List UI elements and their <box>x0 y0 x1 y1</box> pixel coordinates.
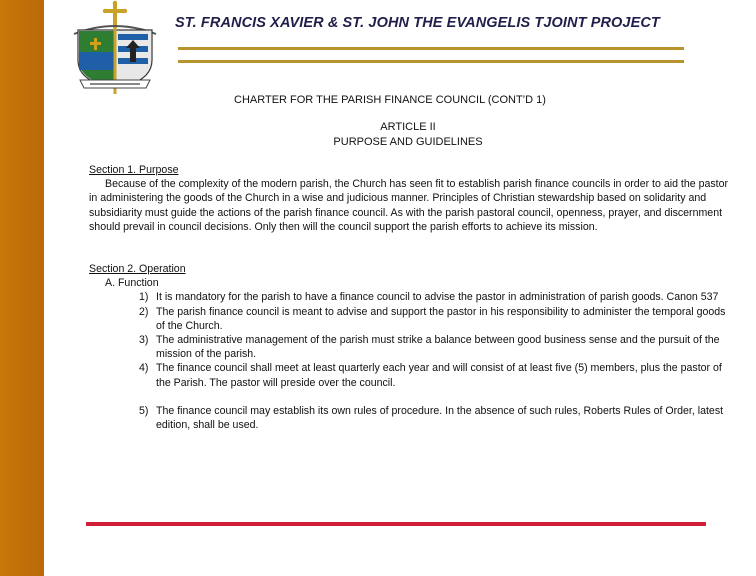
section-2-heading: Section 2. Operation <box>89 263 186 276</box>
list-item: 1) It is mandatory for the parish to have a finance council to advise the pastor in administration of parish goods. Canon 537 <box>139 291 719 304</box>
document-body <box>89 163 729 432</box>
section-1-paragraph: Because of the complexity of the modern parish, the Church has seen fit to establish parish finance councils in order to aid the pastor in administering the goods of the Church in a wise and judicious manner. Principles of Christian stewardship based on solidarity and subsidiarity must guide the actions of the parish finance council. As with the parish pastoral council, openness, prayer, and discernment should prevail in council decisions. Only then will the council support the parish efforts to achieve its mission. <box>89 178 729 233</box>
header-title: ST. FRANCIS XAVIER & ST. JOHN THE EVANGELIS TJOINT PROJECT <box>175 15 660 31</box>
function-list <box>89 290 729 432</box>
section-2-subheading: A. Function <box>105 277 159 290</box>
list-item: 5) The finance council may establish its own rules of procedure. In the absence of such rules, Roberts Rules of Order, latest edition, shall be used. <box>139 404 724 432</box>
list-item: 3) The administrative management of the parish must strike a balance between good business sense and the pursuit of the mission of the parish. <box>139 334 720 361</box>
document-title: CHARTER FOR THE PARISH FINANCE COUNCIL (CONT’D 1) <box>234 94 546 106</box>
article-title: PURPOSE AND GUIDELINES <box>333 136 483 148</box>
article-number: ARTICLE II <box>380 121 436 133</box>
article-heading <box>90 120 726 150</box>
section-1-heading: Section 1. Purpose <box>89 164 179 176</box>
left-sidebar-bar <box>0 0 44 576</box>
header-divider-top <box>178 47 684 50</box>
footer-divider <box>86 522 706 526</box>
list-item: 4) The finance council shall meet at least quarterly each year and will consist of at least five (5) members, plus the pastor of the Parish. The pastor will preside over the council. <box>139 362 722 389</box>
list-item: 2) The parish finance council is meant to advise and support the pastor in his responsibility to administer the temporal goods of the Church. <box>139 305 726 332</box>
header-divider-bottom <box>178 60 684 63</box>
coat-of-arms-icon <box>60 0 170 96</box>
